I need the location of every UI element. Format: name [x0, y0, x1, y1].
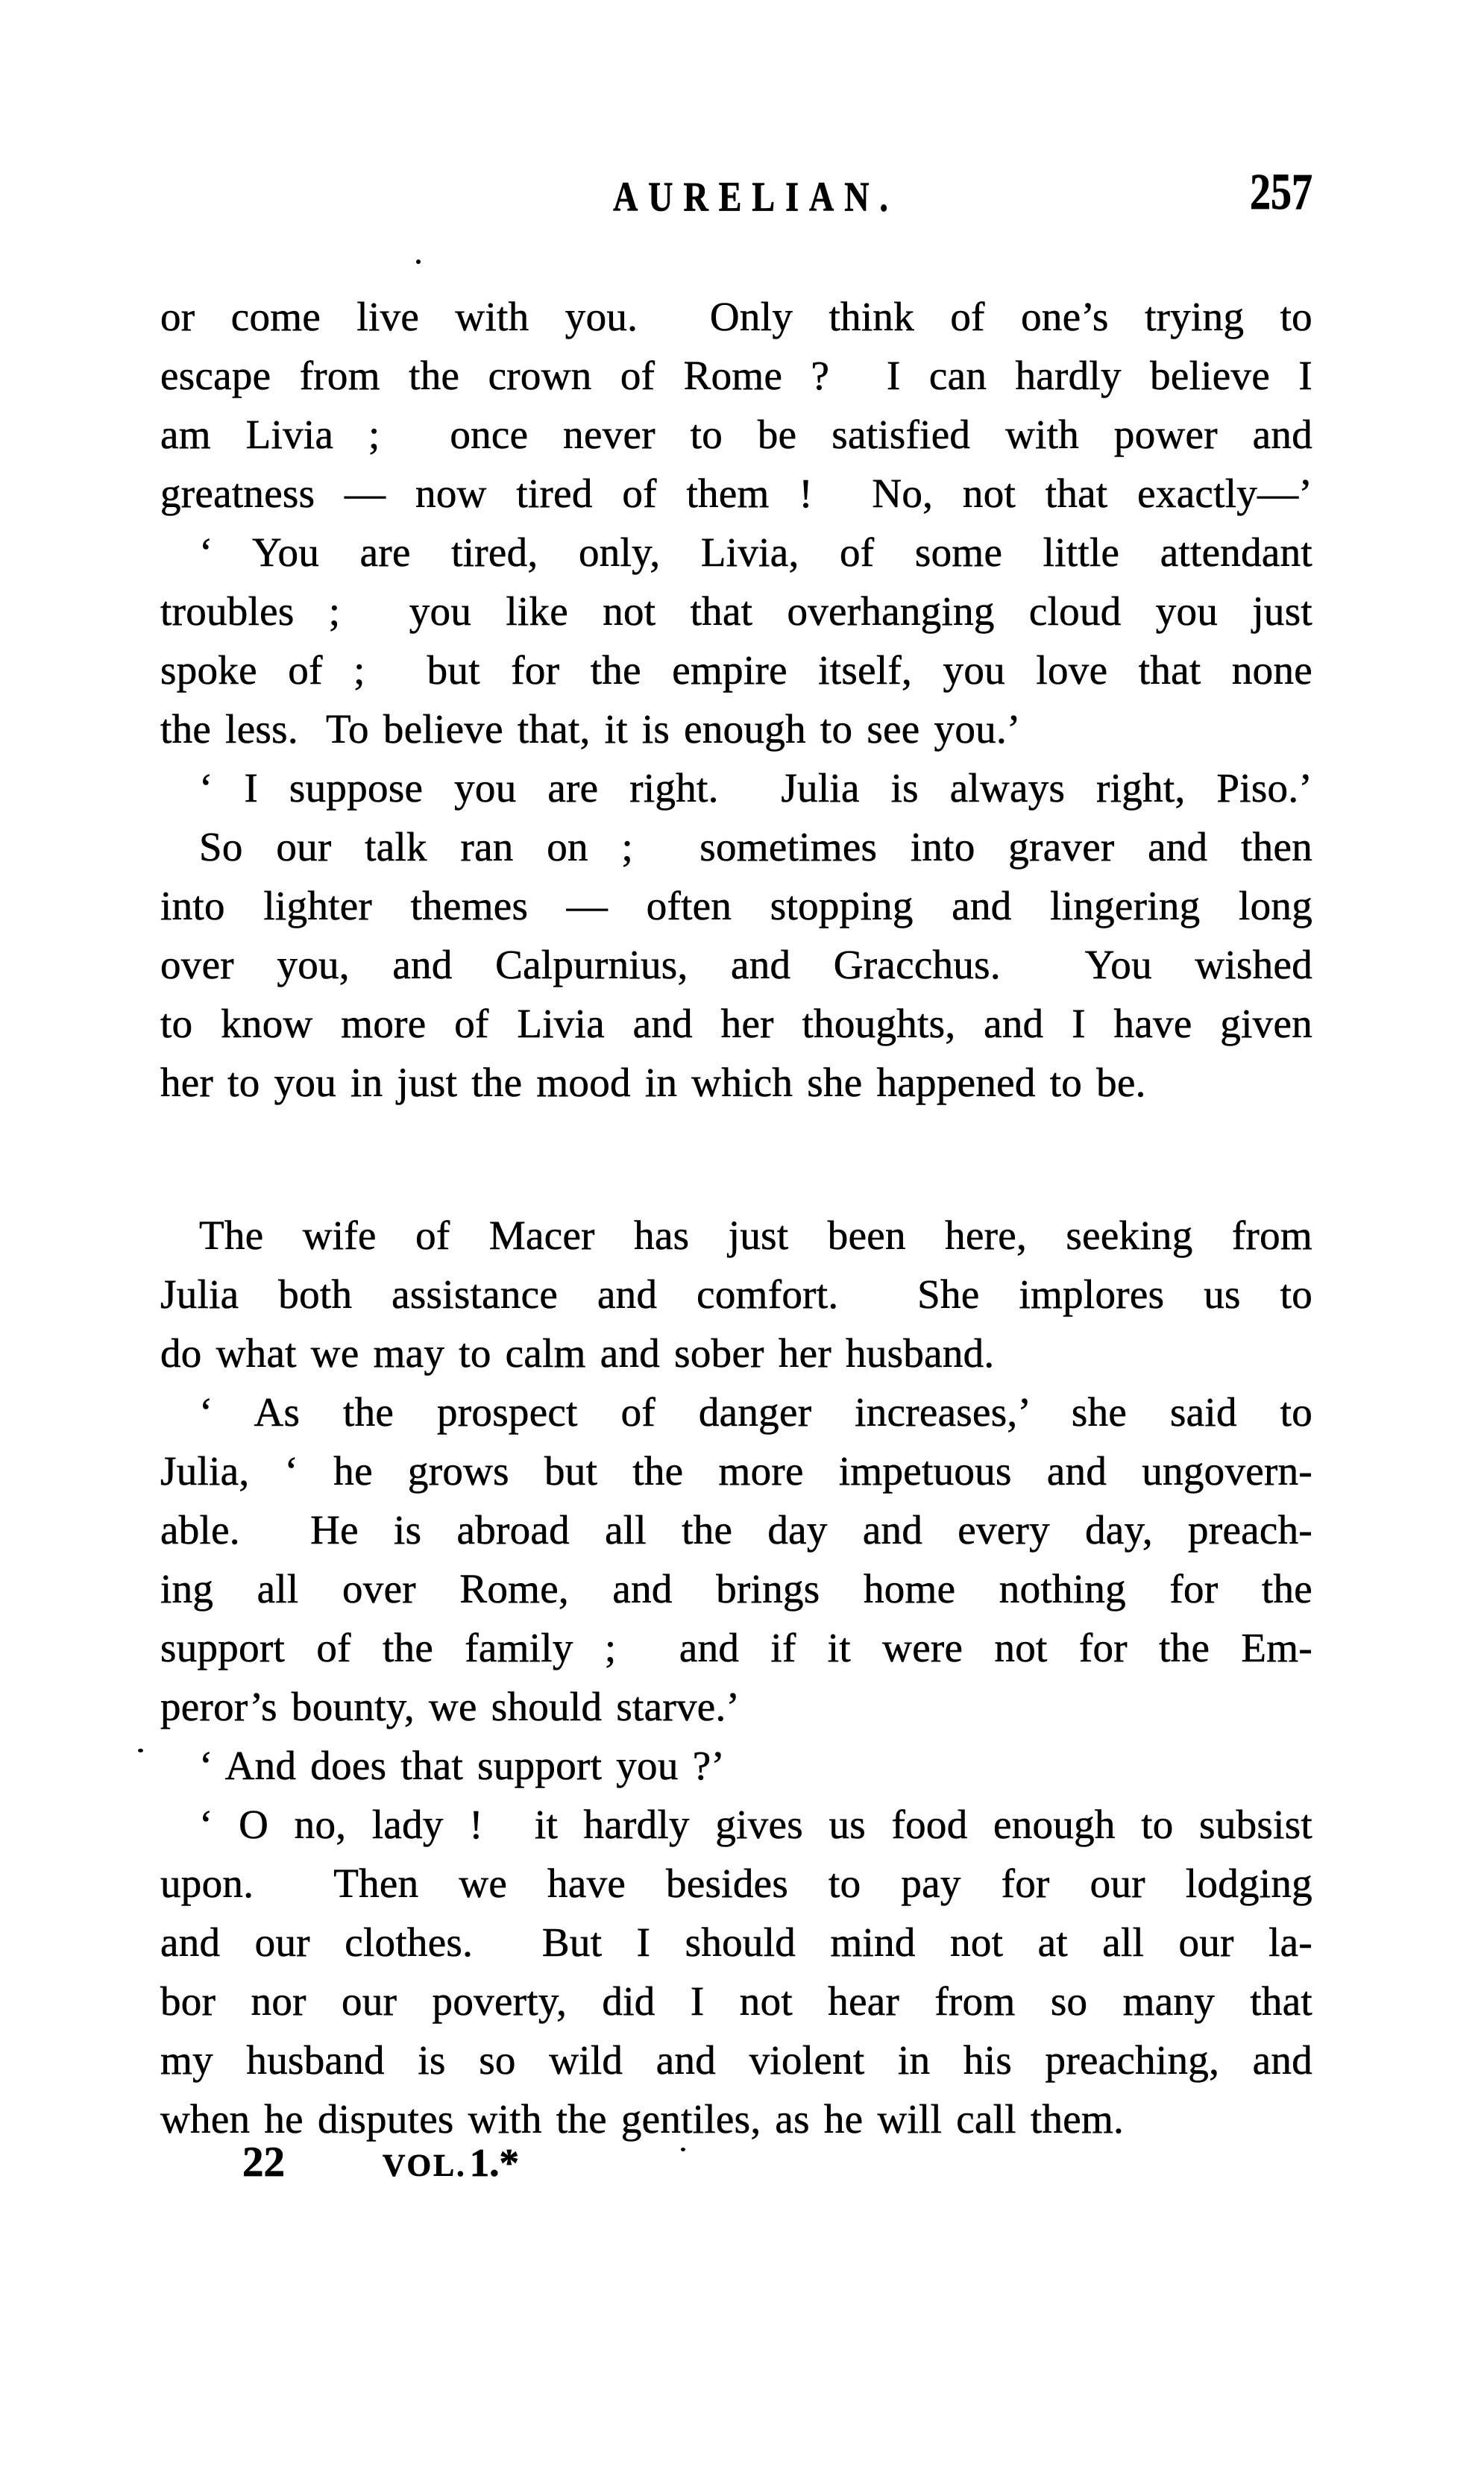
ink-speck: [416, 260, 421, 264]
text-line: able. He is abroad all the day and every day, preach-: [160, 1507, 1312, 1553]
body-text: [160, 287, 1312, 2148]
text-line: The wife of Macer has just been here, seeking from: [199, 1213, 1312, 1258]
text-line: upon. Then we have besides to pay for our lodging: [160, 1861, 1312, 1906]
text-line: the less. To believe that, it is enough to see you.’: [160, 706, 1021, 752]
text-line: ‘ As the prospect of danger increases,’ she said to: [199, 1389, 1312, 1435]
text-line: ing all over Rome, and brings home nothing for the: [160, 1566, 1312, 1611]
text-line: troubles ; you like not that overhanging cloud you just: [160, 588, 1312, 634]
text-line: ‘ You are tired, only, Livia, of some little attendant: [199, 529, 1312, 575]
text-line: bor nor our poverty, did I not hear from so many that: [160, 1978, 1312, 2024]
text-line: her to you in just the mood in which she happened to be.: [160, 1060, 1146, 1105]
text-line: support of the family ; and if it were not for the Em-: [160, 1625, 1312, 1670]
text-block: [160, 164, 1312, 2186]
text-line: am Livia ; once never to be satisfied with power and: [160, 412, 1312, 457]
text-line: to know more of Livia and her thoughts, and I have given: [160, 1001, 1312, 1046]
text-line: ‘ I suppose you are right. Julia is always right, Piso.’: [199, 765, 1312, 811]
page-header: [160, 164, 1312, 224]
text-line: and our clothes. But I should mind not at all our la-: [160, 1919, 1312, 1965]
ink-speck: [138, 1749, 143, 1752]
volume-number: 1.*: [469, 2142, 519, 2185]
text-line: ‘ O no, lady ! it hardly gives us food enough to subsist: [199, 1802, 1312, 1847]
text-line: my husband is so wild and violent in his preaching, and: [160, 2037, 1312, 2083]
text-line: Julia both assistance and comfort. She implores us to: [160, 1271, 1312, 1317]
text-line: escape from the crown of Rome ? I can hardly believe I: [160, 353, 1312, 398]
text-line: So our talk ran on ; sometimes into graver and then: [199, 824, 1312, 869]
volume-mark: [383, 2141, 519, 2186]
text-line: ‘ And does that support you ?’: [199, 1743, 726, 1788]
text-line: into lighter themes — often stopping and lingering long: [160, 883, 1312, 928]
text-line: do what we may to calm and sober her husband.: [160, 1330, 995, 1376]
running-title: AURELIAN.: [613, 173, 899, 220]
text-line: greatness — now tired of them ! No, not that exactly—’: [160, 471, 1312, 516]
text-line: when he disputes with the gentiles, as he will call them.: [160, 2096, 1125, 2142]
text-line: or come live with you. Only think of one’s trying to: [160, 294, 1312, 339]
text-line: peror’s bounty, we should starve.’: [160, 1684, 741, 1729]
volume-label: VOL.: [383, 2149, 467, 2183]
ink-speck: [681, 2148, 685, 2151]
text-line: over you, and Calpurnius, and Gracchus. You wished: [160, 942, 1312, 987]
page-number: 257: [1250, 164, 1312, 221]
text-line: spoke of ; but for the empire itself, you love that none: [160, 647, 1312, 693]
text-line: Julia, ‘ he grows but the more impetuous and ungovern-: [160, 1448, 1312, 1494]
signature-number: 22: [242, 2139, 285, 2186]
